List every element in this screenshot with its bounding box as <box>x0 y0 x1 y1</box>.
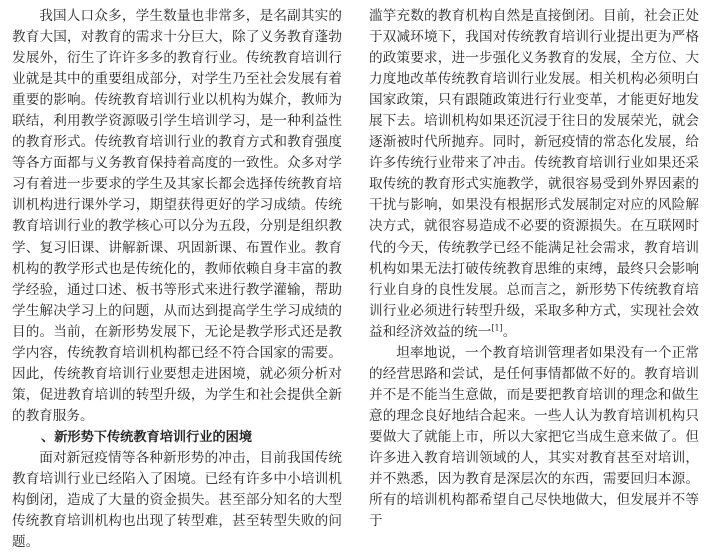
right-column <box>369 6 699 532</box>
left-column <box>12 6 342 553</box>
section-heading: 、新形势下传统教育培训行业的困境 <box>41 429 253 445</box>
continued-paragraph-text: 滥竽充数的教育机构自然是直接倒闭。目前，社会正处于双减环境下，我国对传统教育培训行业提出更为严格的政策要求，进一步强化义务教育的发展，全方位、大力度地改革传统教育培训行业发展。相关机构必须明白国家政策，只有跟随政策进行行业变革，才能更好地发展下去。培训机构如果还沉浸于往日的发展荣光，就会逐渐被时代所抛弃。同时，新冠疫情的常态化发展，给许多传统行业带来了冲击。传统教育培训行业如果还采取传统的教育形式实施教学，就很容易受到外界因素的干扰与影响，如果没有根据形式发展制定对应的风险解决方式，就很容易造成不必要的资源损失。在互联网时代的今天，传统教学已经不能满足社会需求，教育培训机构如果无法打破传统教育思维的束缚，最终只会影响行业自身的良性发展。总而言之，新形势下传统教育培训行业必须进行转型升级，采取多种方式，实现社会效益和经济效益的统一 <box>369 8 699 340</box>
dilemma-paragraph: 面对新冠疫情等各种新形势的冲击，目前我国传统教育培训行业已经陷入了困境。已经有许多中小培训机构倒闭，造成了大量的资金损失。甚至部分知名的大型传统教育培训机构也出现了转型难，甚至转型失败的问题。 <box>12 449 342 551</box>
continued-paragraph-end: 。 <box>502 323 517 340</box>
intro-paragraph: 我国人口众多，学生数量也非常多，是名副其实的教育大国，对教育的需求十分巨大，除了义务教育蓬勃发展外，衍生了许许多多的教育行业。传统教育培训行业就是其中的重要组成部分，对学生乃至社会发展有着重要的影响。传统教育培训行业以机构为媒介，教师为联结，利用教学资源吸引学生培训学习，是一种利益性的教育形式。传统教育培训行业的教育方式和教育强度等各方面都与义务教育保持着高度的一致性。众多对学习有着进一步要求的学生及其家长都会选择传统教育培训机构进行课外学习，期望获得更好的学习成绩。传统教育培训行业的教学核心可以分为五段，分别是组织教学、复习旧课、讲解新课、巩固新课、布置作业。教育机构的教学形式也是传统化的，教师依赖自身丰富的教学经验，通过口述、板书等形式来进行教学灌输，帮助学生解决学习上的问题，从而达到提高学生学习成绩的目的。当前，在新形势发展下，无论是教学形式还是教学内容，传统教育培训机构都已经不符合国家的需要。因此，传统教育培训行业要想走进困境，就必须分析对策，促进教育培训的转型升级，为学生和社会提供全新的教育服务。 <box>12 8 342 424</box>
manager-paragraph: 坦率地说，一个教育培训管理者如果没有一个正常的经营思路和尝试，是任何事情都做不好的。教育培训并不是不能当生意做，而是要把教育培训的理念和做生意的理念良好地结合起来。一些人认为教育培训机构只要做大了就能上市，所以大家把它当成生意来做了。但许多进入教育培训领域的人，其实对教育甚至对培训，并不熟悉，因为教育是深层次的东西，需要回归本源。所有的培训机构都希望自己尽快地做大，但发展并不等于 <box>369 344 699 530</box>
continued-paragraph <box>369 6 699 343</box>
citation-marker: [1] <box>491 323 503 333</box>
